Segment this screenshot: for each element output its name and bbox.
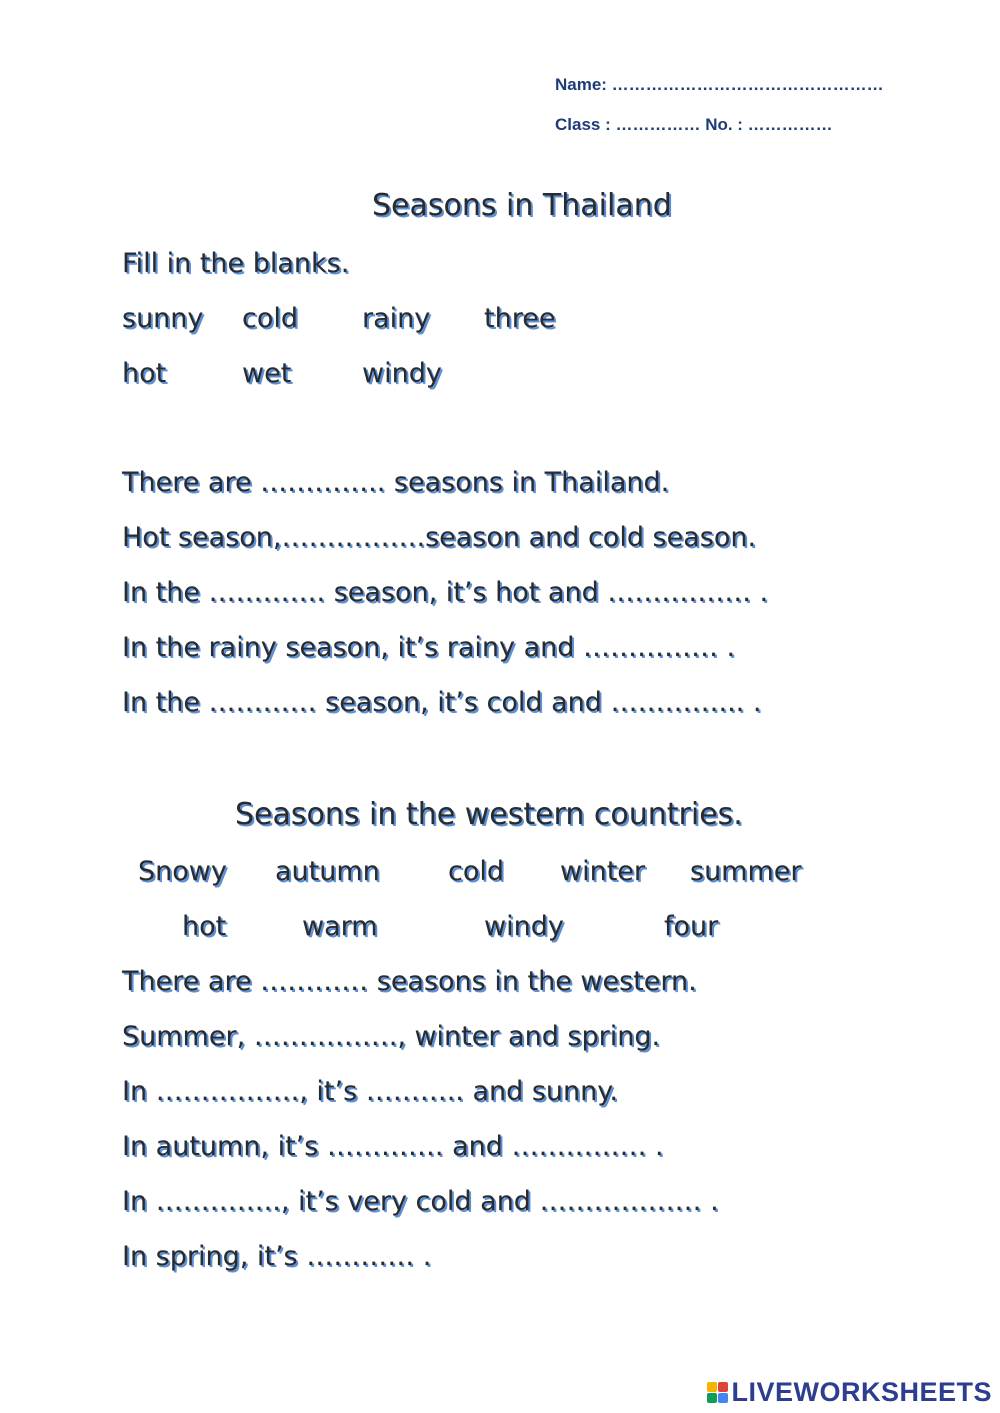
sentence-blank[interactable]: In ………….., it’s very cold and ……………… . <box>122 1186 719 1217</box>
word-bank-item: sunny <box>122 303 204 334</box>
sentence-blank[interactable]: There are ………….. seasons in Thailand. <box>122 467 670 498</box>
word-bank-item: hot <box>122 358 167 389</box>
logo-text: LIVEWORKSHEETS <box>731 1376 992 1407</box>
name-field[interactable]: Name: ………………………………………… <box>555 75 884 94</box>
word-bank-item: three <box>484 303 556 334</box>
sentence-blank[interactable]: In ……………., it’s ……….. and sunny. <box>122 1076 618 1107</box>
word-bank-item: Snowy <box>138 856 227 887</box>
sentence-blank[interactable]: In spring, it’s ………… . <box>122 1241 432 1272</box>
word-bank-item: summer <box>690 856 802 887</box>
word-bank-item: windy <box>484 911 564 942</box>
sentence-blank[interactable]: In the ………… season, it’s cold and …………... . <box>122 687 762 718</box>
sentence-blank[interactable]: There are ………… seasons in the western. <box>122 966 697 997</box>
word-bank-item: windy <box>362 358 442 389</box>
logo-square <box>707 1393 717 1403</box>
word-bank-item: hot <box>182 911 227 942</box>
word-bank-item: cold <box>242 303 299 334</box>
word-bank-item: wet <box>242 358 292 389</box>
word-bank-item: four <box>664 911 719 942</box>
sentence-blank[interactable]: Hot season,…………….season and cold season. <box>122 522 757 553</box>
logo-square <box>718 1393 728 1403</box>
sentence-blank[interactable]: Summer, ……………., winter and spring. <box>122 1021 661 1052</box>
word-bank-item: warm <box>302 911 378 942</box>
section2-title: Seasons in the western countries. <box>235 797 743 832</box>
instruction: Fill in the blanks. <box>122 248 350 279</box>
class-number-field[interactable]: Class : …………… No. : …………… <box>555 115 833 134</box>
logo-square <box>718 1382 728 1392</box>
logo-square <box>707 1382 717 1392</box>
sentence-blank[interactable]: In autumn, it’s …………. and …………… . <box>122 1131 664 1162</box>
word-bank-item: autumn <box>275 856 380 887</box>
section1-title: Seasons in Thailand <box>372 188 672 223</box>
logo-mark-icon <box>707 1382 728 1403</box>
sentence-blank[interactable]: In the …………. season, it’s hot and ……………. . <box>122 577 769 608</box>
word-bank-item: cold <box>448 856 505 887</box>
word-bank-item: winter <box>560 856 645 887</box>
liveworksheets-logo <box>707 1377 992 1407</box>
sentence-blank[interactable]: In the rainy season, it’s rainy and …………… . <box>122 632 736 663</box>
word-bank-item: rainy <box>362 303 431 334</box>
